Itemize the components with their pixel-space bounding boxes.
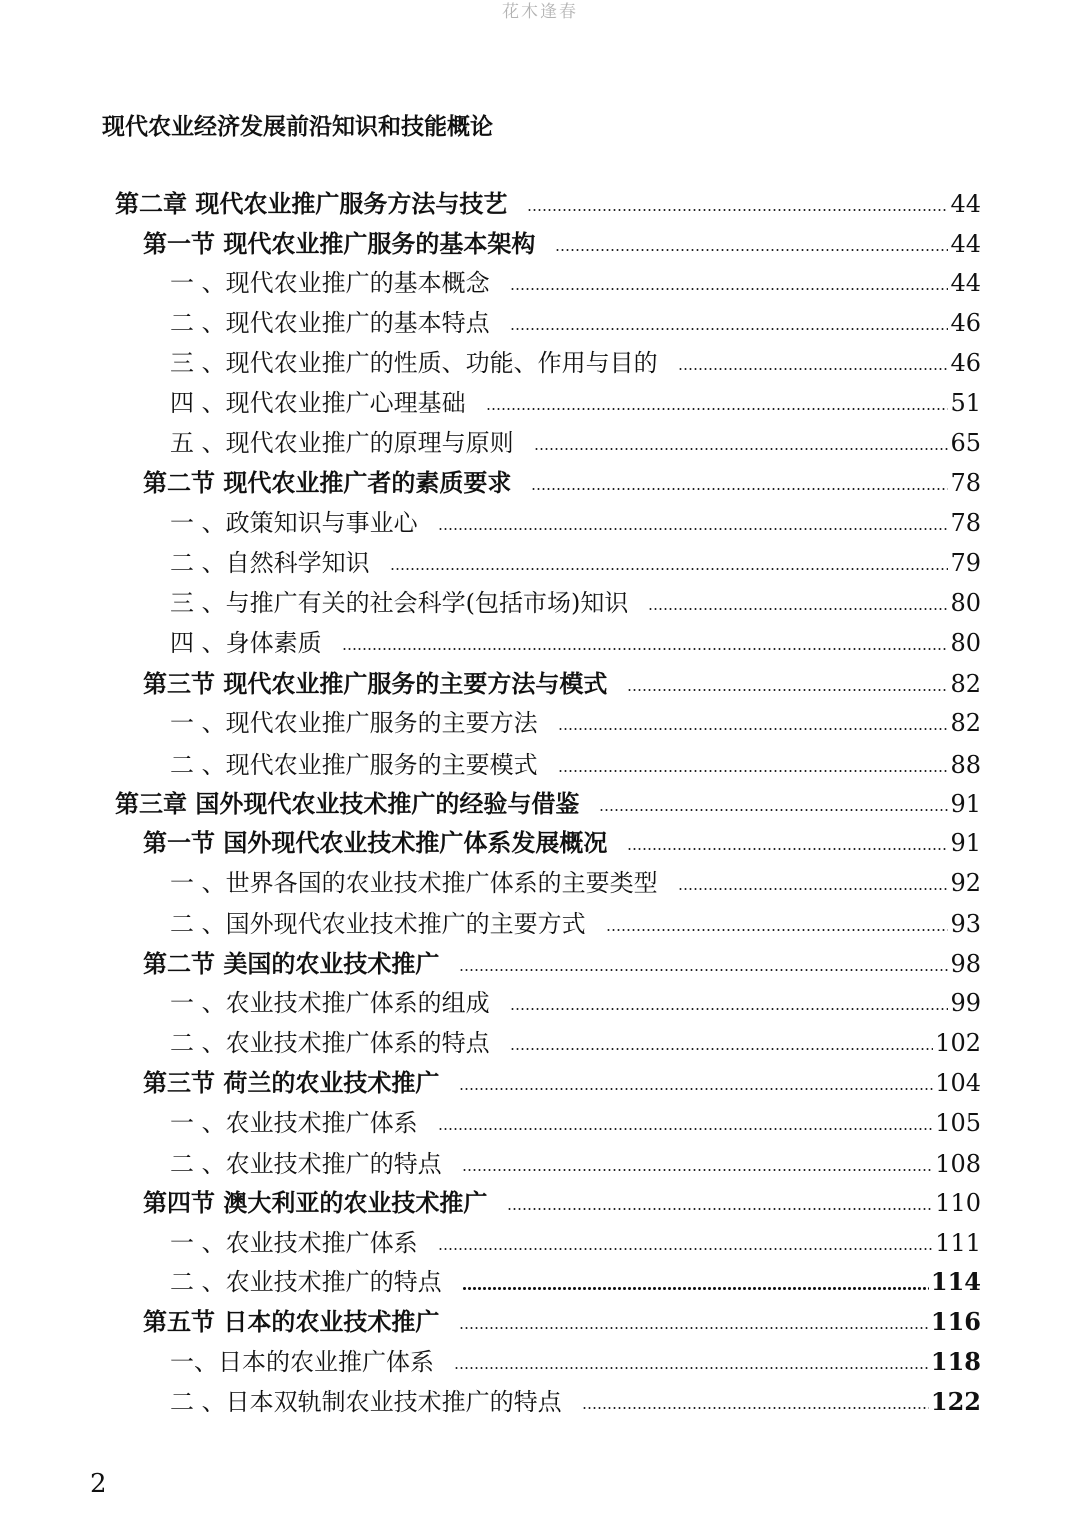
toc-entry-item [170, 1105, 981, 1141]
toc-dot-leader [459, 1088, 933, 1090]
toc-entry-section [143, 1185, 981, 1221]
toc-entry-page: 116 [930, 1307, 981, 1336]
toc-entry-item [170, 1384, 981, 1420]
toc-entry-page: 82 [950, 670, 981, 698]
toc-dot-leader [606, 929, 949, 931]
toc-entry-title: 三 、与推广有关的社会科学(包括市场)知识 [170, 589, 629, 617]
toc-dot-leader [510, 1048, 934, 1050]
toc-entry-page: 91 [950, 829, 981, 857]
toc-entry-title: 第二节 美国的农业技术推广 [143, 950, 440, 978]
toc-entry-title: 四 、身体素质 [170, 629, 322, 657]
toc-entry-title: 二 、国外现代农业技术推广的主要方式 [170, 910, 586, 938]
toc-entry-page: 105 [935, 1109, 981, 1137]
page-number: 2 [90, 1469, 107, 1499]
toc-entry-page: 93 [950, 910, 981, 938]
toc-entry-title: 二 、日本双轨制农业技术推广的特点 [170, 1388, 562, 1416]
toc-entry-title: 一、日本的农业推广体系 [170, 1348, 434, 1376]
toc-entry-title: 二 、农业技术推广的特点 [170, 1150, 442, 1178]
toc-entry-item [170, 985, 981, 1021]
toc-entry-section [143, 1304, 981, 1340]
toc-entry-page: 92 [950, 869, 981, 897]
toc-entry-item [170, 305, 981, 341]
toc-entry-section [143, 226, 981, 262]
toc-entry-chapter [115, 186, 981, 222]
toc-dot-leader [507, 1208, 933, 1210]
toc-entry-title: 一 、农业技术推广体系 [170, 1109, 418, 1137]
toc-dot-leader [438, 1248, 934, 1250]
toc-entry-title: 二 、现代农业推广的基本特点 [170, 309, 490, 337]
toc-entry-section [143, 825, 981, 861]
toc-entry-page: 65 [950, 429, 981, 457]
toc-entry-page: 104 [935, 1069, 981, 1097]
toc-entry-title: 一 、现代农业推广的基本概念 [170, 269, 490, 297]
toc-entry-item [170, 425, 981, 461]
toc-entry-title: 一 、政策知识与事业心 [170, 509, 418, 537]
toc-entry-page: 118 [930, 1347, 981, 1376]
toc-entry-chapter [115, 786, 981, 822]
toc-entry-title: 一 、世界各国的农业技术推广体系的主要类型 [170, 869, 658, 897]
toc-entry-item [170, 265, 981, 301]
toc-entry-page: 99 [950, 989, 981, 1017]
toc-dot-leader [558, 728, 949, 730]
toc-entry-page: 102 [935, 1029, 981, 1057]
toc-entry-item [170, 906, 981, 942]
toc-entry-item [170, 1146, 981, 1182]
toc-entry-title: 第五节 日本的农业技术推广 [143, 1308, 440, 1336]
toc-entry-title: 第三节 现代农业推广服务的主要方法与模式 [143, 670, 608, 698]
toc-entry-item [170, 747, 981, 783]
toc-entry-title: 第二节 现代农业推广者的素质要求 [143, 469, 512, 497]
toc-entry-page: 80 [950, 629, 981, 657]
toc-dot-leader [648, 608, 948, 610]
toc-entry-title: 第一节 国外现代农业技术推广体系发展概况 [143, 829, 608, 857]
toc-dot-leader [599, 809, 948, 811]
toc-entry-title: 二 、现代农业推广服务的主要模式 [170, 751, 538, 779]
toc-entry-page: 88 [950, 751, 981, 779]
toc-entry-page: 79 [950, 549, 981, 577]
toc-entry-title: 第三节 荷兰的农业技术推广 [143, 1069, 440, 1097]
toc-entry-section [143, 946, 981, 982]
toc-dot-leader [678, 888, 949, 890]
toc-entry-section [143, 465, 981, 501]
toc-dot-leader [627, 689, 948, 691]
toc-entry-item [170, 505, 981, 541]
running-header: 现代农业经济发展前沿知识和技能概论 [102, 114, 493, 140]
toc-entry-title: 二 、农业技术推广体系的特点 [170, 1029, 490, 1057]
toc-dot-leader [531, 488, 948, 490]
toc-dot-leader [678, 368, 949, 370]
watermark: 花木逢春 [502, 2, 578, 22]
toc-entry-title: 第三章 国外现代农业技术推广的经验与借鉴 [115, 790, 580, 818]
toc-entry-page: 122 [930, 1387, 981, 1416]
toc-entry-title: 二 、自然科学知识 [170, 549, 370, 577]
toc-dot-leader [510, 1008, 949, 1010]
toc-dot-leader [342, 648, 949, 650]
toc-entry-title: 一 、现代农业推广服务的主要方法 [170, 709, 538, 737]
toc-entry-page: 80 [950, 589, 981, 617]
toc-dot-leader [462, 1287, 929, 1290]
toc-entry-page: 110 [935, 1189, 981, 1217]
toc-entry-page: 46 [950, 309, 981, 337]
toc-entry-item [170, 1344, 981, 1380]
toc-entry-page: 98 [950, 950, 981, 978]
toc-entry-title: 五 、现代农业推广的原理与原则 [170, 429, 514, 457]
toc-entry-item [170, 345, 981, 381]
toc-dot-leader [558, 770, 949, 772]
toc-dot-leader [486, 408, 949, 410]
toc-entry-title: 第一节 现代农业推广服务的基本架构 [143, 230, 536, 258]
toc-entry-page: 91 [950, 790, 981, 818]
toc-entry-title: 第四节 澳大利亚的农业技术推广 [143, 1189, 488, 1217]
toc-entry-title: 四 、现代农业推广心理基础 [170, 389, 466, 417]
toc-dot-leader [627, 848, 948, 850]
toc-dot-leader [510, 328, 949, 330]
toc-entry-page: 44 [950, 190, 981, 218]
toc-entry-page: 44 [950, 269, 981, 297]
toc-entry-item [170, 705, 981, 741]
toc-entry-page: 44 [950, 230, 981, 258]
toc-dot-leader [459, 969, 948, 971]
toc-entry-item [170, 1264, 981, 1300]
toc-entry-page: 51 [950, 389, 981, 417]
toc-dot-leader [390, 568, 949, 570]
toc-dot-leader [510, 288, 949, 290]
toc-entry-section [143, 666, 981, 702]
toc-dot-leader [534, 448, 949, 450]
toc-entry-item [170, 545, 981, 581]
toc-entry-title: 一 、农业技术推广体系 [170, 1229, 418, 1257]
toc-entry-item [170, 1025, 981, 1061]
toc-dot-leader [459, 1327, 929, 1329]
toc-entry-title: 第二章 现代农业推广服务方法与技艺 [115, 190, 508, 218]
toc-entry-page: 82 [950, 709, 981, 737]
toc-dot-leader [462, 1169, 934, 1171]
toc-dot-leader [555, 249, 948, 251]
toc-entry-title: 二 、农业技术推广的特点 [170, 1268, 442, 1296]
toc-entry-item [170, 1225, 981, 1261]
toc-entry-page: 114 [930, 1267, 981, 1296]
toc-dot-leader [438, 528, 949, 530]
toc-dot-leader [454, 1367, 929, 1369]
toc-entry-page: 108 [935, 1150, 981, 1178]
toc-entry-title: 一 、农业技术推广体系的组成 [170, 989, 490, 1017]
toc-entry-item [170, 585, 981, 621]
toc-entry-page: 78 [950, 469, 981, 497]
toc-entry-page: 46 [950, 349, 981, 377]
toc-entry-page: 78 [950, 509, 981, 537]
toc-dot-leader [438, 1128, 934, 1130]
toc-dot-leader [582, 1407, 929, 1409]
toc-entry-item [170, 385, 981, 421]
toc-entry-item [170, 625, 981, 661]
toc-entry-page: 111 [935, 1229, 981, 1257]
toc-entry-title: 三 、现代农业推广的性质、功能、作用与目的 [170, 349, 658, 377]
toc-entry-section [143, 1065, 981, 1101]
toc-dot-leader [527, 209, 948, 211]
toc-entry-item [170, 865, 981, 901]
